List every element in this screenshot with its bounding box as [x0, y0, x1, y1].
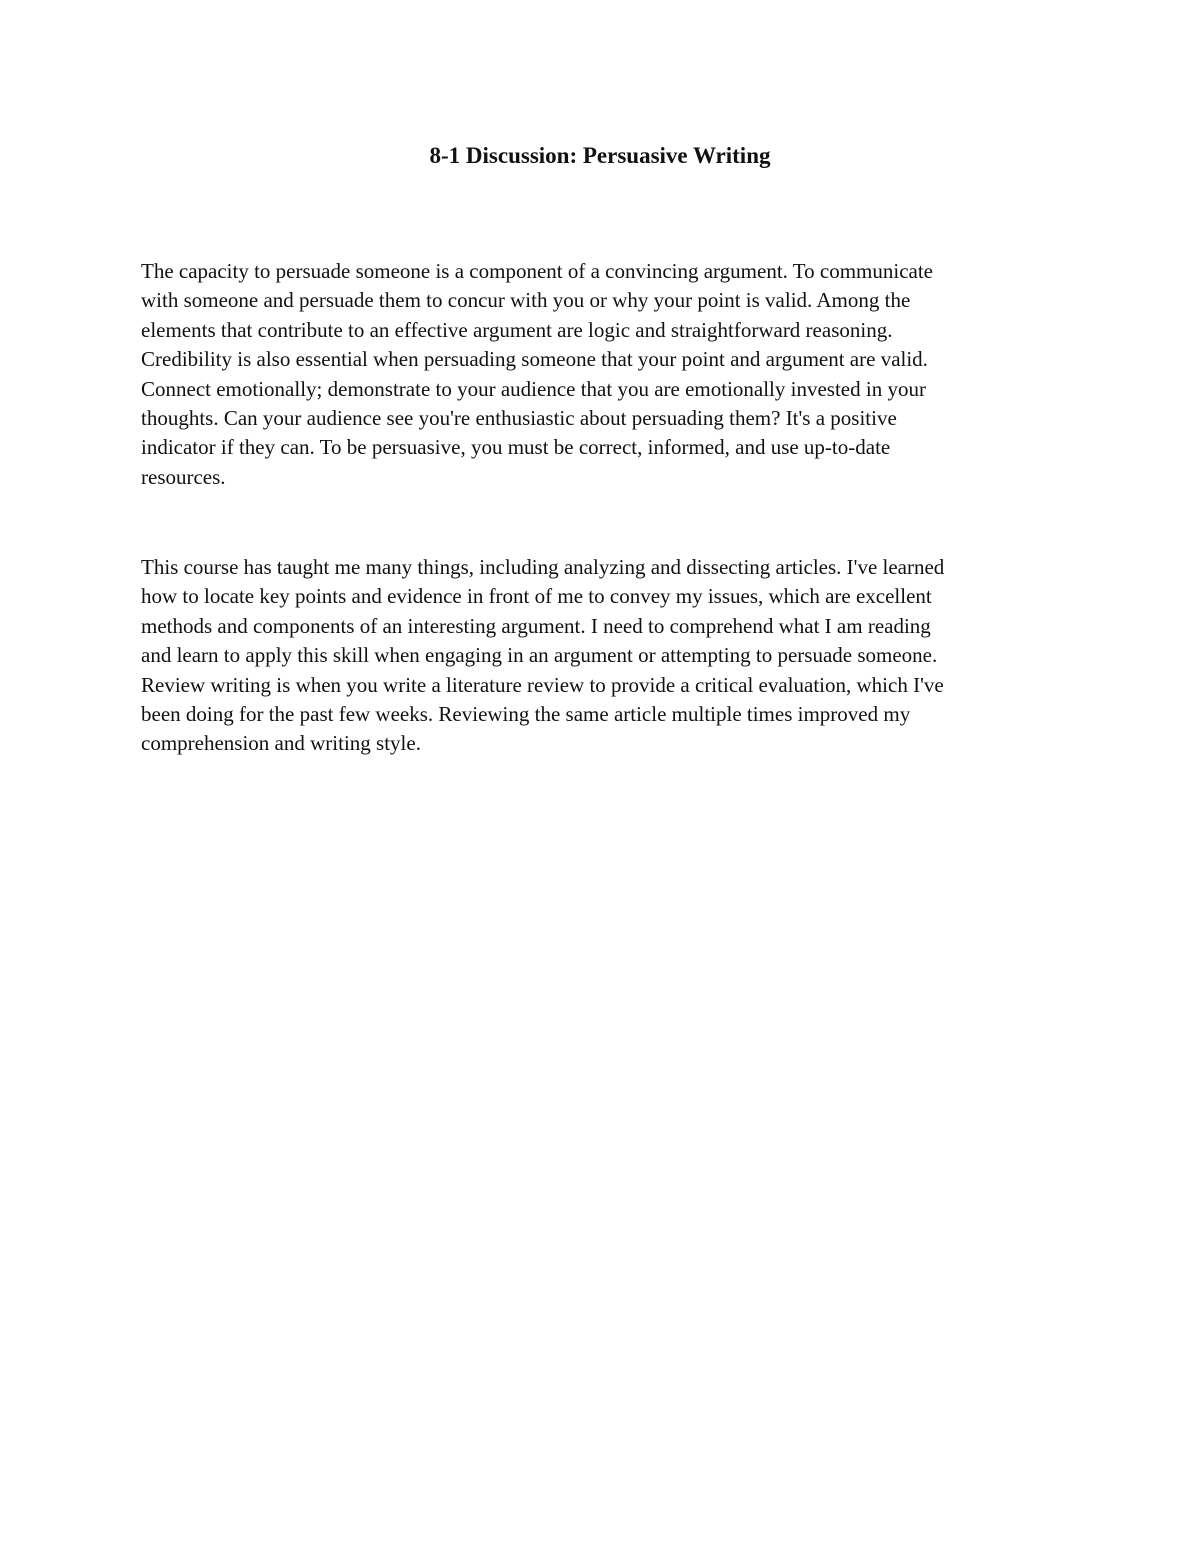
paragraph-2	[141, 553, 1071, 759]
paragraph-1-line-1: The capacity to persuade someone is a component of a convincing argument. To communicate	[141, 259, 934, 283]
paragraph-1-line-7: indicator if they can. To be persuasive, you must be correct, informed, and use up-to-date	[141, 435, 891, 460]
page-title: 8-1 Discussion: Persuasive Writing	[429, 143, 771, 168]
paragraph-1-line-6: thoughts. Can your audience see you're enthusiastic about persuading them? It's a positive	[141, 406, 897, 431]
paragraph-2-line-4: and learn to apply this skill when engaging in an argument or attempting to persuade someone.	[141, 643, 938, 668]
paragraph-1-line-8: resources.	[141, 464, 226, 489]
paragraph-1-line-4: Credibility is also essential when persuading someone that your point and argument are valid.	[141, 347, 928, 372]
paragraph-2-line-2: how to locate key points and evidence in front of me to convey my issues, which are excellent	[141, 584, 932, 609]
paragraph-1-line-5: Connect emotionally; demonstrate to your audience that you are emotionally invested in your	[141, 376, 926, 401]
paragraph-1	[141, 257, 1071, 492]
paragraph-2-line-3: methods and components of an interesting argument. I need to comprehend what I am reading	[141, 613, 931, 638]
paragraph-2-line-1: This course has taught me many things, including analyzing and dissecting articles. I've learned	[141, 555, 945, 579]
paragraph-1-line-3: elements that contribute to an effective argument are logic and straightforward reasoning.	[141, 317, 893, 342]
paragraph-2-line-7: comprehension and writing style.	[141, 731, 421, 756]
paragraph-1-line-2: with someone and persuade them to concur with you or why your point is valid. Among the	[141, 288, 911, 313]
paragraph-2-line-6: been doing for the past few weeks. Reviewing the same article multiple times improved my	[141, 702, 911, 727]
paragraph-2-line-5: Review writing is when you write a literature review to provide a critical evaluation, which I've	[141, 672, 944, 697]
